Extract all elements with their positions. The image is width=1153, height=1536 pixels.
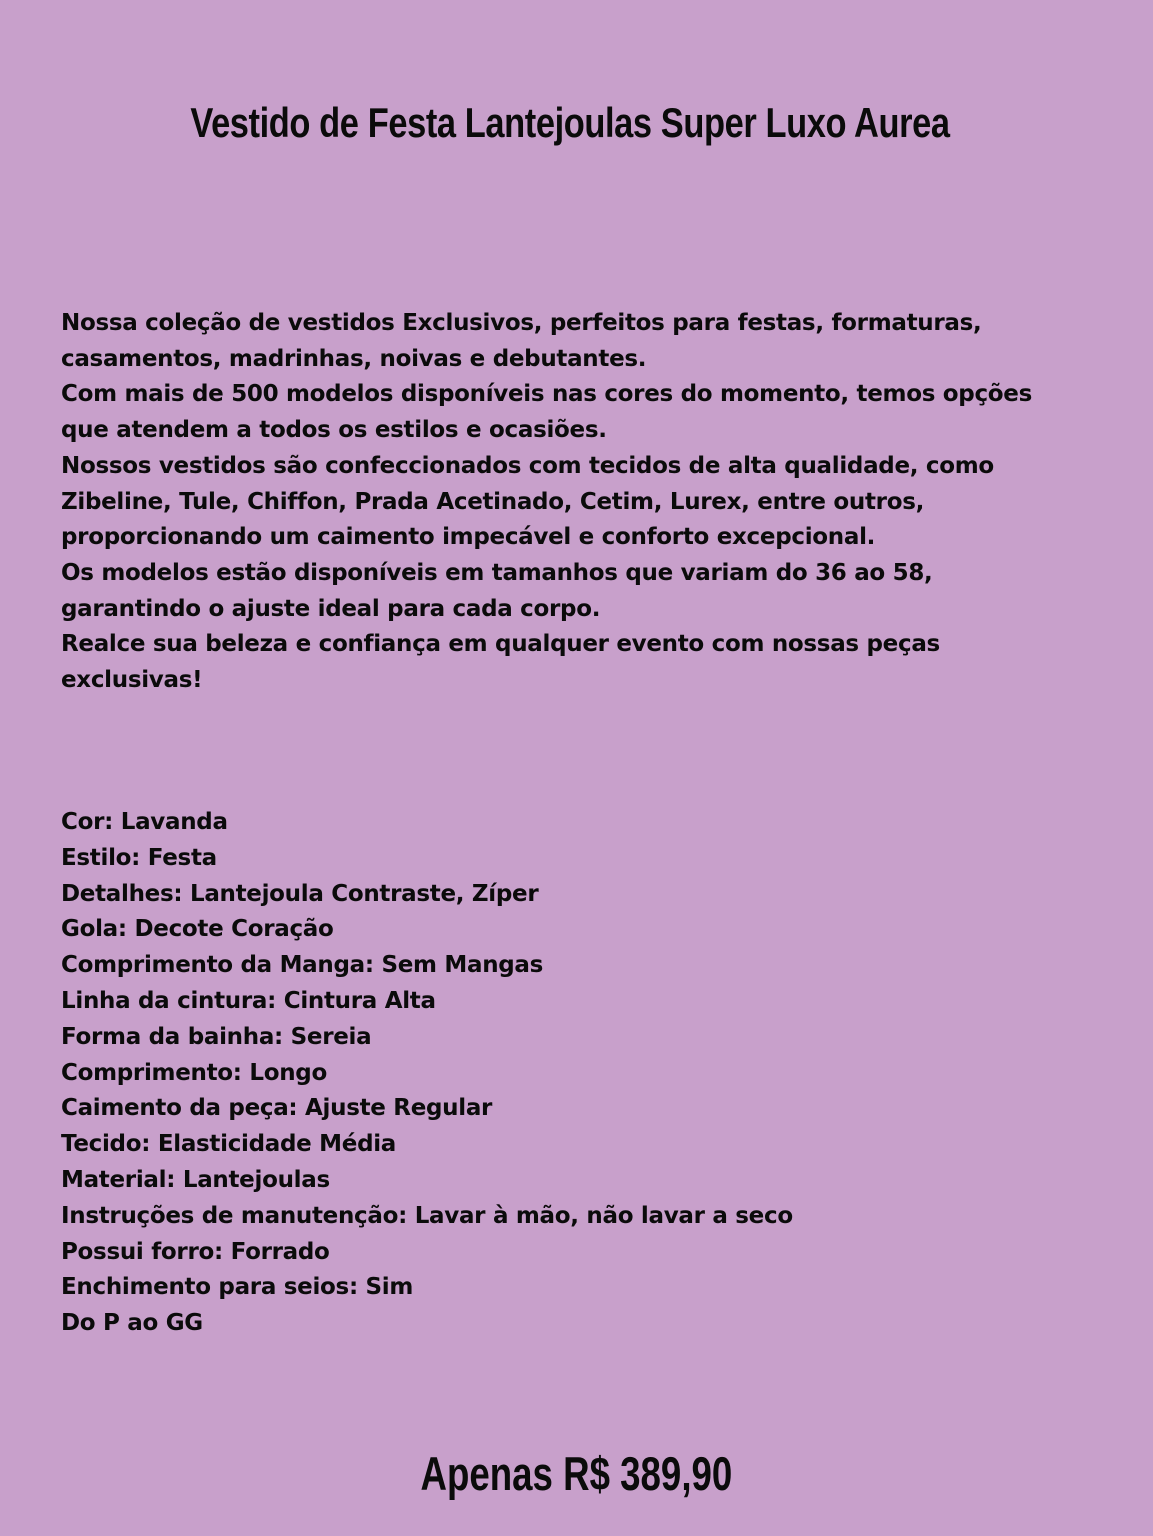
- spec-style: Estilo: Festa: [61, 844, 217, 871]
- description-paragraph: Com mais de 500 modelos disponíveis nas cores do momento, temos opções que atendem a todos os estilos e ocasiões.: [61, 381, 1032, 444]
- spec-care-instructions: Instruções de manutenção: Lavar à mão, não lavar a seco: [61, 1202, 793, 1229]
- spec-length: Comprimento: Longo: [61, 1059, 327, 1086]
- product-specs-list: [61, 805, 1061, 1342]
- spec-fit: Caimento da peça: Ajuste Regular: [61, 1095, 493, 1122]
- spec-color: Cor: Lavanda: [61, 809, 228, 835]
- spec-lining: Possui forro: Forrado: [61, 1238, 330, 1265]
- price-label: Apenas R$ 389,90: [420, 1447, 733, 1500]
- spec-sizes: Do P ao GG: [61, 1310, 203, 1337]
- spec-hem-shape: Forma da bainha: Sereia: [61, 1023, 372, 1050]
- spec-material: Material: Lantejoulas: [61, 1166, 330, 1193]
- spec-sleeve-length: Comprimento da Manga: Sem Mangas: [61, 952, 544, 979]
- description-paragraph: Nossos vestidos são confeccionados com tecidos de alta qualidade, como Zibeline, Tule, Chiffon, Prada Acetinado, Cetim, Lurex, entre outros, proporcionando um caimento impecável e conforto excepcional.: [61, 452, 994, 551]
- product-description: [61, 306, 1061, 699]
- spec-waistline: Linha da cintura: Cintura Alta: [61, 987, 436, 1014]
- page-title: Vestido de Festa Lantejoulas Super Luxo Aurea: [190, 99, 950, 146]
- spec-bust-padding: Enchimento para seios: Sim: [61, 1274, 414, 1301]
- description-paragraph: Os modelos estão disponíveis em tamanhos que variam do 36 ao 58, garantindo o ajuste ideal para cada corpo.: [61, 559, 933, 622]
- spec-details: Detalhes: Lantejoula Contraste, Zíper: [61, 880, 539, 907]
- description-paragraph: Nossa coleção de vestidos Exclusivos, perfeitos para festas, formaturas, casamentos, madrinhas, noivas e debutantes.: [61, 310, 982, 372]
- spec-fabric: Tecido: Elasticidade Média: [61, 1131, 397, 1158]
- description-paragraph: Realce sua beleza e confiança em qualquer evento com nossas peças exclusivas!: [61, 631, 940, 694]
- spec-collar: Gola: Decote Coração: [61, 916, 334, 943]
